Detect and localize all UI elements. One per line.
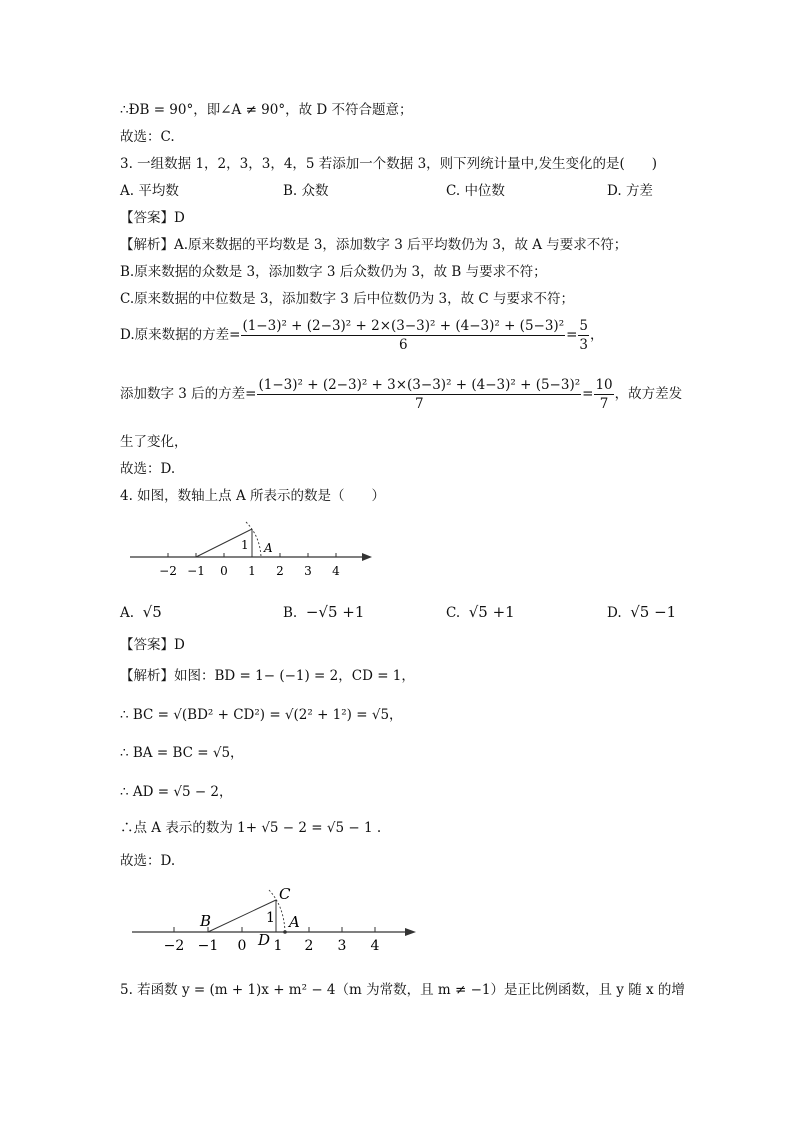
variance-prefix: D.原来数据的方差= bbox=[120, 327, 241, 343]
variance-original bbox=[120, 318, 604, 353]
tick-label: 2 bbox=[276, 564, 284, 578]
answer-label: 【答案】D bbox=[120, 210, 185, 226]
variance-fraction bbox=[241, 318, 565, 353]
q4-option-a bbox=[120, 603, 162, 621]
text-tail: ，故方差发 bbox=[614, 386, 683, 402]
option-letter: A. bbox=[120, 183, 135, 199]
fraction-numerator: (1−3)² + (2−3)² + 2×(3−3)² + (4−3)² + (5−3)² bbox=[242, 318, 565, 334]
q3-option-a bbox=[120, 179, 179, 199]
option-letter: A. bbox=[120, 605, 135, 621]
variance-fraction bbox=[257, 377, 581, 412]
tick-label: 1 bbox=[273, 938, 283, 954]
choice-line: 故选：D. bbox=[120, 853, 176, 869]
option-text: 方差 bbox=[625, 183, 653, 199]
tick-label: −1 bbox=[197, 938, 219, 954]
tick-label: −1 bbox=[187, 564, 205, 578]
q4-option-b bbox=[283, 603, 364, 621]
point-a-dot bbox=[283, 930, 287, 934]
solution-line: 【解析】如图：BD = 1− (−1) = 2，CD = 1， bbox=[120, 668, 415, 684]
tick-label: 4 bbox=[332, 564, 340, 578]
solution-line: ∴ BA = BC = √5， bbox=[120, 745, 244, 761]
tick-label: 1 bbox=[248, 564, 256, 578]
analysis-line: C.原来数据的中位数是 3，添加数字 3 后中位数仍为 3，故 C 与要求不符； bbox=[120, 291, 574, 307]
label-a: A bbox=[289, 913, 300, 931]
choice-line: 故选：D. bbox=[120, 461, 176, 477]
option-letter: D. bbox=[607, 183, 622, 199]
option-text: −√5 +1 bbox=[305, 603, 365, 621]
number-line-figure bbox=[128, 520, 376, 580]
solution-line: ∴ AD = √5 − 2， bbox=[120, 784, 233, 800]
option-text: 众数 bbox=[301, 183, 329, 199]
tick-label: 3 bbox=[337, 938, 347, 954]
text-line: ∴ÐB = 90°，即∠A ≠ 90°，故 D 不符合题意； bbox=[120, 102, 413, 118]
option-letter: B. bbox=[283, 183, 298, 199]
label-one: 1 bbox=[241, 538, 249, 552]
option-text: √5 bbox=[142, 603, 162, 621]
option-letter: C. bbox=[446, 605, 461, 621]
q4-option-c bbox=[446, 603, 515, 621]
solution-line: ∴点 A 表示的数为 1+ √5 − 2 = √5 − 1 . bbox=[120, 820, 382, 836]
tick-label: 0 bbox=[220, 564, 228, 578]
fraction-denominator: 6 bbox=[398, 337, 408, 353]
axis-arrow-icon bbox=[405, 928, 416, 936]
option-text: 平均数 bbox=[138, 183, 179, 199]
fraction-denominator: 7 bbox=[415, 396, 424, 412]
option-text: √5 −1 bbox=[630, 603, 677, 621]
tick-label: 0 bbox=[237, 938, 247, 954]
text-line: 生了变化， bbox=[120, 434, 188, 450]
label-one: 1 bbox=[266, 910, 275, 926]
tick-label: 2 bbox=[304, 938, 314, 954]
equals-sign: = bbox=[582, 386, 594, 402]
option-text: 中位数 bbox=[464, 183, 505, 199]
question-4: 4. 如图，数轴上点 A 所表示的数是（ ） bbox=[120, 488, 386, 504]
question-3: 3. 一组数据 1，2，3，3，4，5 若添加一个数据 3，则下列统计量中,发生变化的是( ) bbox=[120, 156, 657, 172]
label-a: A bbox=[264, 541, 273, 555]
answer-label: 【答案】D bbox=[120, 637, 185, 653]
tick-label: 4 bbox=[370, 938, 380, 954]
fraction-numerator: 5 bbox=[579, 318, 589, 334]
fraction-denominator: 3 bbox=[579, 337, 589, 353]
q3-option-d bbox=[607, 179, 653, 199]
label-c: C bbox=[279, 885, 291, 903]
q3-option-b bbox=[283, 179, 329, 199]
q4-option-d bbox=[607, 603, 676, 621]
solution-line: ∴ BC = √(BD² + CD²) = √(2² + 1²) = √5， bbox=[120, 707, 403, 723]
variance-added bbox=[120, 377, 682, 412]
analysis-line: B.原来数据的众数是 3，添加数字 3 后众数仍为 3，故 B 与要求不符； bbox=[120, 264, 547, 280]
fraction-denominator: 7 bbox=[599, 396, 609, 412]
option-letter: C. bbox=[446, 183, 461, 199]
label-d: D bbox=[258, 931, 271, 949]
punctuation: ， bbox=[590, 327, 604, 343]
option-text: √5 +1 bbox=[468, 603, 515, 621]
tick-label: −2 bbox=[159, 564, 177, 578]
result-fraction bbox=[594, 377, 613, 412]
question-5: 5. 若函数 y = (m + 1)x + m² − 4（m 为常数，且 m ≠ −1）是正比例函数，且 y 随 x 的增 bbox=[120, 982, 685, 998]
axis-arrow-icon bbox=[362, 553, 372, 561]
tick-label: −2 bbox=[163, 938, 185, 954]
result-fraction bbox=[578, 318, 589, 353]
option-letter: D. bbox=[607, 605, 622, 621]
variance-prefix: 添加数字 3 后的方差= bbox=[120, 386, 257, 402]
equals-sign: = bbox=[566, 327, 578, 343]
analysis-line: 【解析】A.原来数据的平均数是 3，添加数字 3 后平均数仍为 3，故 A 与要求不符； bbox=[120, 237, 628, 253]
number-line-figure-labeled bbox=[128, 880, 420, 955]
fraction-numerator: 10 bbox=[595, 377, 613, 393]
label-b: B bbox=[200, 912, 212, 930]
tick-label: 3 bbox=[304, 564, 312, 578]
fraction-numerator: (1−3)² + (2−3)² + 3×(3−3)² + (4−3)² + (5−3)² bbox=[258, 377, 581, 393]
option-letter: B. bbox=[283, 605, 298, 621]
text-line: 故选：C. bbox=[120, 129, 175, 145]
q3-option-c bbox=[446, 179, 505, 199]
